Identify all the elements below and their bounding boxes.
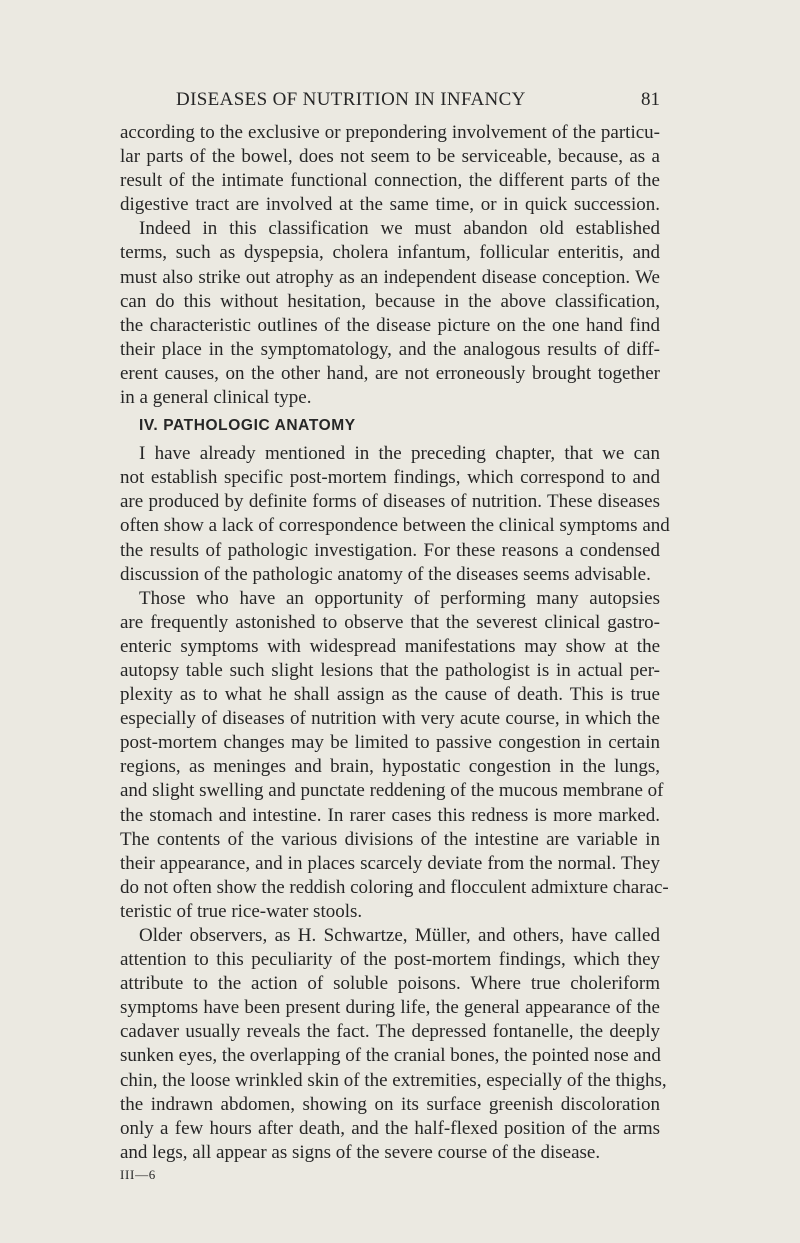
text-line: the characteristic outlines of the disease picture on the one hand find [120,314,660,336]
section-heading: IV. PATHOLOGIC ANATOMY [139,417,356,435]
text-line: especially of diseases of nutrition with very acute course, in which the [120,708,660,730]
text-line: are frequently astonished to observe that the severest clinical gastro- [120,611,660,633]
text-line: are produced by definite forms of diseases of nutrition. These diseases [120,491,660,513]
text-line: autopsy table such slight lesions that the pathologist is in actual per- [120,659,660,681]
text-line: the indrawn abdomen, showing on its surface greenish discoloration [120,1093,660,1115]
text-line: their appearance, and in places scarcely deviate from the normal. They [120,852,660,874]
text-line: The contents of the various divisions of the intestine are variable in [120,828,660,850]
body-text [120,121,670,1185]
page-number: 81 [641,89,660,110]
paragraph-first-line: Those who have an opportunity of performing many autopsies [139,587,660,609]
paragraph-last-line: and legs, all appear as signs of the severe course of the disease. [120,1141,601,1163]
text-line: their place in the symptomatology, and the analogous results of diff- [120,338,660,360]
text-line: do not often show the reddish coloring and flocculent admixture charac- [120,876,669,898]
paragraph-last-line: discussion of the pathologic anatomy of the diseases seems advisable. [120,563,651,585]
text-line: terms, such as dyspepsia, cholera infantum, follicular enteritis, and [120,242,660,264]
text-line: can do this without hesitation, because in the above classification, [120,290,660,312]
text-line: enteric symptoms with widespread manifestations may show at the [120,635,660,657]
text-line: chin, the loose wrinkled skin of the extremities, especially of the thighs, [120,1069,667,1091]
text-line: the stomach and intestine. In rarer cases this redness is more marked. [120,804,660,826]
text-line: and slight swelling and punctate reddening of the mucous membrane of [120,780,664,802]
text-line: post-mortem changes may be limited to passive congestion in certain [120,732,660,754]
text-line: not establish specific post-mortem findings, which correspond to and [120,467,660,489]
paragraph-last-line: in a general clinical type. [120,387,312,409]
text-line: attention to this peculiarity of the post-mortem findings, which they [120,949,660,971]
signature-mark: III—6 [120,1166,156,1182]
text-line: often show a lack of correspondence between the clinical symptoms and [120,515,670,537]
text-line: lar parts of the bowel, does not seem to be serviceable, because, as a [120,146,660,168]
text-line: symptoms have been present during life, the general appearance of the [120,997,660,1019]
text-line: must also strike out atrophy as an independent disease conception. We [120,266,660,288]
text-line: plexity as to what he shall assign as the cause of death. This is true [120,684,660,706]
text-line: attribute to the action of soluble poisons. Where true choleriform [120,973,660,995]
paragraph-first-line: Indeed in this classification we must abandon old established [139,218,660,240]
text-line: only a few hours after death, and the half-flexed position of the arms [120,1117,660,1139]
text-line: digestive tract are involved at the same time, or in quick succession. [120,194,660,216]
paragraph-last-line: teristic of true rice-water stools. [120,900,363,922]
text-line: erent causes, on the other hand, are not erroneously brought together [120,362,660,384]
paragraph-first-line: Older observers, as H. Schwartze, Müller, and others, have called [139,925,660,946]
text-line: the results of pathologic investigation. For these reasons a condensed [120,539,660,561]
running-head-title: DISEASES OF NUTRITION IN INFANCY [176,89,526,110]
running-head [120,89,660,113]
paragraph-first-line: I have already mentioned in the preceding chapter, that we can [139,443,660,465]
text-line: cadaver usually reveals the fact. The depressed fontanelle, the deeply [120,1021,660,1043]
text-line: result of the intimate functional connection, the different parts of the [120,170,660,192]
text-line: sunken eyes, the overlapping of the cranial bones, the pointed nose and [120,1045,661,1067]
text-line: regions, as meninges and brain, hypostatic congestion in the lungs, [120,756,660,778]
text-line: according to the exclusive or prepondering involvement of the particu- [120,122,660,143]
